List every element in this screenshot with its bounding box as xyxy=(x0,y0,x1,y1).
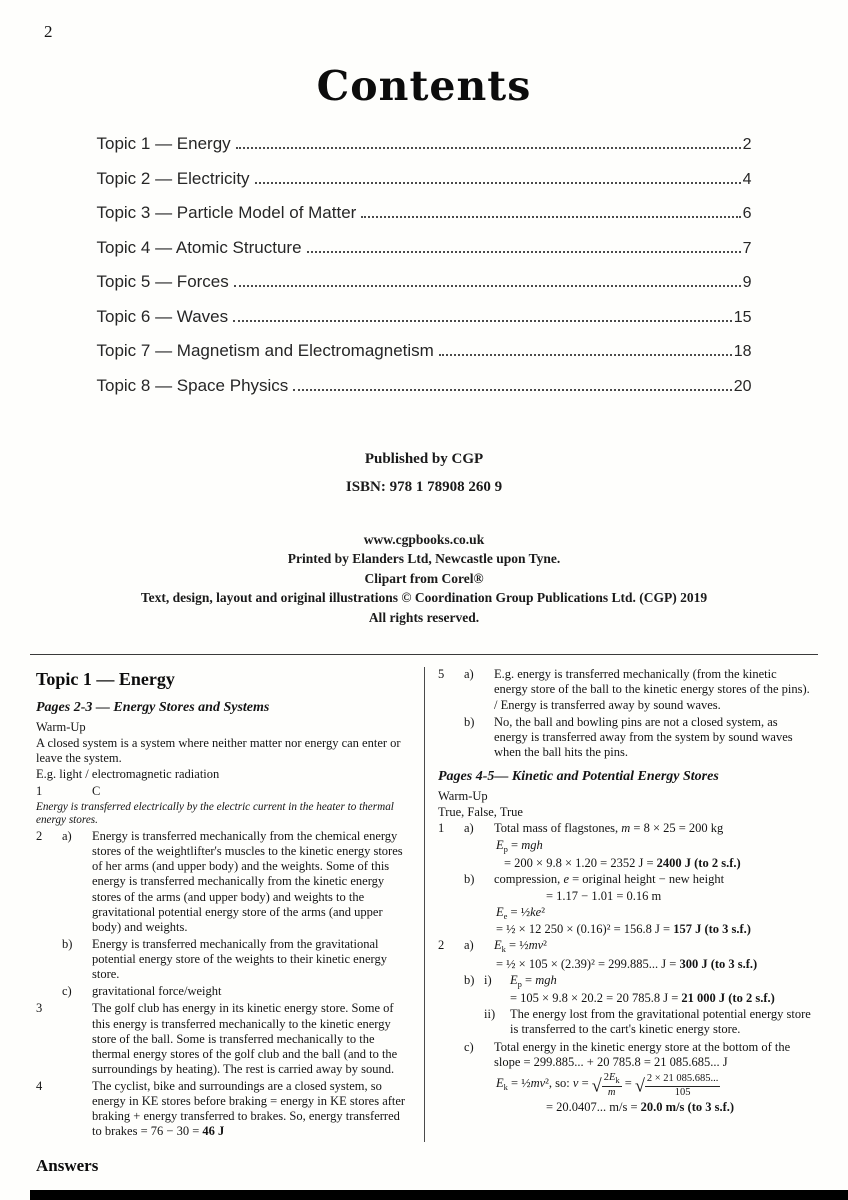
contents-entry-page: 7 xyxy=(742,239,752,257)
text-segment: = xyxy=(621,1075,635,1090)
text-segment: 105 xyxy=(674,1086,691,1098)
item-text: gravitational force/weight xyxy=(92,984,222,999)
text-segment: E xyxy=(608,1071,616,1083)
text-segment: 21 000 J (to 2 s.f.) xyxy=(681,991,775,1006)
item-subletter: ii) xyxy=(484,1007,496,1022)
item-text xyxy=(92,1079,411,1140)
contents-entry xyxy=(97,307,752,342)
item-number: 3 xyxy=(36,1001,43,1016)
item-number: 1 xyxy=(438,821,445,836)
text-segment: = ½ xyxy=(505,938,529,953)
text-segment: k xyxy=(615,1074,620,1085)
dotted-leader xyxy=(236,147,741,149)
contents-entry-label: Topic 6 — Waves xyxy=(96,306,229,326)
item-letter: a) xyxy=(464,938,474,953)
item-text xyxy=(494,872,812,887)
item-number: 5 xyxy=(438,667,445,682)
item-text xyxy=(494,938,812,954)
text-segment: mgh xyxy=(535,972,557,987)
answer-text: True, False, True xyxy=(438,805,523,820)
imprint-line: Clipart from Corel® xyxy=(364,570,484,586)
text-segment: E xyxy=(496,1075,504,1090)
dotted-leader xyxy=(361,216,740,218)
contents-entry-label: Topic 1 — Energy xyxy=(96,134,231,153)
contents-entry xyxy=(97,341,752,376)
item-number: 2 xyxy=(36,829,43,844)
text-segment: ² xyxy=(541,905,545,920)
text-segment: = 20.0407... m/s = xyxy=(546,1099,641,1114)
text-segment: 20.0 m/s (to 3 s.f.) xyxy=(640,1099,735,1114)
answer-formula-line xyxy=(438,1100,812,1115)
text-segment: mv xyxy=(530,1075,546,1090)
contents-entry-label: Topic 4 — Atomic Structure xyxy=(96,237,302,257)
fraction-numerator xyxy=(645,1073,721,1086)
contents-entry-page: 18 xyxy=(733,343,752,360)
item-number: 2 xyxy=(438,938,445,953)
item-letter: a) xyxy=(464,821,474,836)
contents-entry xyxy=(97,376,752,411)
dotted-leader xyxy=(234,285,741,287)
answer-note: Energy is transferred electrically by the electric current in the heater to thermal energy stores. xyxy=(36,800,394,826)
answer-item xyxy=(438,973,812,989)
text-segment: E xyxy=(494,938,502,953)
contents-entry-page: 15 xyxy=(733,308,752,326)
answer-item xyxy=(36,984,411,999)
fraction xyxy=(602,1072,622,1099)
text-segment: e xyxy=(563,871,569,886)
answers-section xyxy=(36,667,812,1141)
contents-entry xyxy=(97,203,752,238)
text-segment: ke xyxy=(530,905,542,920)
answer-formula-line: = 1.17 − 1.01 = 0.16 m xyxy=(546,888,662,903)
text-segment: 2 × 21 085.685... xyxy=(646,1073,719,1085)
item-text: No, the ball and bowling pins are not a closed system, as energy is transferred away from the system by sound waves when the ball hits the pins. xyxy=(494,714,793,759)
text-segment: ², so: xyxy=(545,1075,573,1090)
imprint-line: All rights reserved. xyxy=(368,609,480,625)
contents-entry-label: Topic 3 — Particle Model of Matter xyxy=(96,203,357,222)
item-text: Energy is transferred mechanically from the gravitational potential energy store of the weights to their kinetic energy store. xyxy=(92,936,387,982)
answer-formula-line xyxy=(438,1072,812,1099)
text-segment: = 8 × 25 = 200 kg xyxy=(630,821,724,836)
item-text: Energy is transferred mechanically from the chemical energy stores of the weightlifter's muscles to the kinetic energy stores of her arms (and upper body) and the weights. Some of this energy is transferred mechanically from the kinetic energy stores of the arms (and upper body) and weights to the gravitational potential energy store of the arms (and upper body) and weights. xyxy=(92,829,403,934)
dotted-leader xyxy=(233,320,732,322)
text-segment: mv xyxy=(528,938,544,953)
answers-pages-heading: Pages 4-5— Kinetic and Potential Energy Stores xyxy=(438,769,719,785)
page-number: 2 xyxy=(44,22,53,41)
answer-item xyxy=(438,715,812,760)
contents-entry xyxy=(97,272,752,307)
contents-title: Contents xyxy=(316,62,532,110)
answer-item xyxy=(438,1040,812,1070)
item-text xyxy=(510,973,812,989)
answer-item xyxy=(438,821,812,836)
dotted-leader xyxy=(293,389,731,391)
answer-text: Warm-Up xyxy=(438,789,488,803)
answer-item xyxy=(36,1001,411,1077)
contents-entry-label: Topic 2 — Electricity xyxy=(96,168,250,188)
divider-rule xyxy=(30,654,818,655)
answer-text: E.g. light / electromagnetic radiation xyxy=(36,767,220,782)
text-segment: = 200 × 9.8 × 1.20 = 2352 J = xyxy=(504,855,657,870)
text-segment: = original height − new height xyxy=(569,871,725,886)
fraction xyxy=(645,1073,721,1098)
text-segment: E xyxy=(496,838,504,853)
text-segment: k xyxy=(503,1081,508,1092)
footer-answers-label: Answers xyxy=(36,1156,99,1175)
item-letter: b) xyxy=(62,936,73,951)
text-segment: p xyxy=(503,844,508,855)
item-letter: c) xyxy=(62,984,72,999)
text-segment: = ½ xyxy=(507,1075,531,1090)
contents-entry-label: Topic 7 — Magnetism and Electromagnetism xyxy=(96,341,434,360)
contents-entry xyxy=(97,134,752,169)
text-segment: 300 J (to 3 s.f.) xyxy=(679,956,758,971)
item-letter: b) xyxy=(464,871,475,886)
imprint-line: Text, design, layout and original illustrations © Coordination Group Publications Ltd. (CGP) 2019 xyxy=(140,590,708,606)
text-segment: v xyxy=(572,1075,579,1090)
bottom-bar xyxy=(30,1190,848,1200)
item-text: Total energy in the kinetic energy store at the bottom of the slope = 299.885... + 20 785.8 = 21 085.685... J xyxy=(494,1039,791,1069)
answer-item xyxy=(438,667,812,712)
contents-list xyxy=(97,134,752,410)
item-letter: b) xyxy=(464,972,475,987)
contents-entry-page: 4 xyxy=(742,170,752,188)
answer-formula-line xyxy=(438,957,812,972)
imprint-line: ISBN: 978 1 78908 260 9 xyxy=(345,478,503,495)
contents-entry-label: Topic 5 — Forces xyxy=(96,272,229,291)
dotted-leader xyxy=(439,354,732,356)
item-letter: a) xyxy=(62,829,72,844)
answer-item xyxy=(36,1079,411,1140)
item-text: The golf club has energy in its kinetic energy store. Some of this energy is transferred mechanically to the kinetic energy store of the ball. Some is transferred mechanically to the thermal energy stores of the golf club and the ball (and to the surroundings by heating). The rest is carried away by sound. xyxy=(92,1001,398,1076)
fraction-denominator xyxy=(645,1087,721,1099)
text-segment: = xyxy=(521,972,536,987)
text-segment: 2400 J (to 2 s.f.) xyxy=(656,855,741,870)
item-number: 4 xyxy=(36,1079,43,1094)
answers-pages-heading: Pages 2-3 — Energy Stores and Systems xyxy=(36,700,270,716)
contents-entry-label: Topic 8 — Space Physics xyxy=(96,375,289,395)
imprint-bottom xyxy=(0,530,848,628)
item-text: E.g. energy is transferred mechanically (from the kinetic energy store of the ball to the kinetic energy stores of the pins). / Energy is transferred away by sound waves. xyxy=(494,667,810,712)
answers-column-right xyxy=(424,667,812,1141)
answer-formula-line xyxy=(438,991,812,1006)
item-letter: a) xyxy=(464,667,474,682)
answers-column-left xyxy=(36,667,424,1141)
text-segment: 157 J (to 3 s.f.) xyxy=(673,922,751,937)
text-segment: = ½ xyxy=(507,905,531,920)
answer-item xyxy=(438,1007,812,1037)
imprint-line: Published by CGP xyxy=(364,451,484,467)
text-segment: = xyxy=(507,838,522,853)
text-segment: m xyxy=(607,1086,616,1098)
item-letter: b) xyxy=(464,714,475,729)
contents-entry-page: 2 xyxy=(742,136,752,153)
text-segment: E xyxy=(496,905,504,920)
answer-item xyxy=(36,829,411,935)
text-segment: = ½ × 12 250 × (0.16)² = 156.8 J = xyxy=(496,922,674,937)
contents-entry xyxy=(97,169,752,204)
imprint-top xyxy=(0,446,848,502)
text-segment: Total mass of flagstones, xyxy=(494,821,622,836)
fraction-numerator xyxy=(602,1072,622,1087)
answer-text: A closed system is a system where neither matter nor energy can enter or leave the system. xyxy=(36,736,401,766)
answer-formula-line xyxy=(438,922,812,937)
text-segment: compression, xyxy=(494,871,564,886)
text-segment: The cyclist, bike and surroundings are a closed system, so energy in KE stores before braking = energy in KE stores after braking + energy transferred to brakes. So, energy transferred to brakes = 76 − 30 = xyxy=(92,1079,406,1139)
text-segment: 46 J xyxy=(202,1124,225,1139)
answer-item xyxy=(36,784,411,799)
item-text xyxy=(494,821,812,836)
text-segment: m xyxy=(621,821,631,836)
text-segment: = xyxy=(578,1075,592,1090)
contents-entry xyxy=(97,238,752,273)
item-number: 1 xyxy=(36,783,43,798)
imprint-line: Printed by Elanders Ltd, Newcastle upon Tyne. xyxy=(287,551,561,567)
text-segment: p xyxy=(517,978,522,989)
dotted-leader xyxy=(307,251,741,253)
fraction-denominator xyxy=(602,1087,622,1099)
answers-topic-heading: Topic 1 — Energy xyxy=(36,669,175,690)
text-segment: e xyxy=(503,911,508,922)
answer-item xyxy=(438,938,812,954)
item-subletter: i) xyxy=(484,972,492,987)
item-text: C xyxy=(92,783,101,798)
answer-item xyxy=(36,937,411,982)
text-segment: = 105 × 9.8 × 20.2 = 20 785.8 J = xyxy=(510,991,682,1006)
answer-formula-line xyxy=(438,905,812,921)
answer-text: Warm-Up xyxy=(36,720,86,735)
answer-formula-line xyxy=(438,838,812,854)
text-segment: k xyxy=(501,944,506,955)
item-text: The energy lost from the gravitational potential energy store is transferred to the cart's kinetic energy store. xyxy=(510,1007,811,1037)
text-segment: E xyxy=(510,972,518,987)
contents-entry-page: 9 xyxy=(742,274,752,291)
dotted-leader xyxy=(255,182,741,184)
text-segment: = ½ × 105 × (2.39)² = 299.885... J = xyxy=(496,956,680,971)
contents-entry-page: 20 xyxy=(733,377,752,395)
sqrt-symbol: √ xyxy=(591,1075,602,1096)
answer-formula-line xyxy=(438,856,812,871)
item-letter: c) xyxy=(464,1039,474,1054)
text-segment: 2 xyxy=(603,1071,609,1083)
imprint-line: www.cgpbooks.co.uk xyxy=(363,531,485,547)
text-segment: ² xyxy=(543,938,547,953)
sqrt-symbol: √ xyxy=(634,1075,645,1096)
text-segment: mgh xyxy=(521,838,543,853)
contents-entry-page: 6 xyxy=(742,205,752,222)
answer-item xyxy=(438,872,812,887)
